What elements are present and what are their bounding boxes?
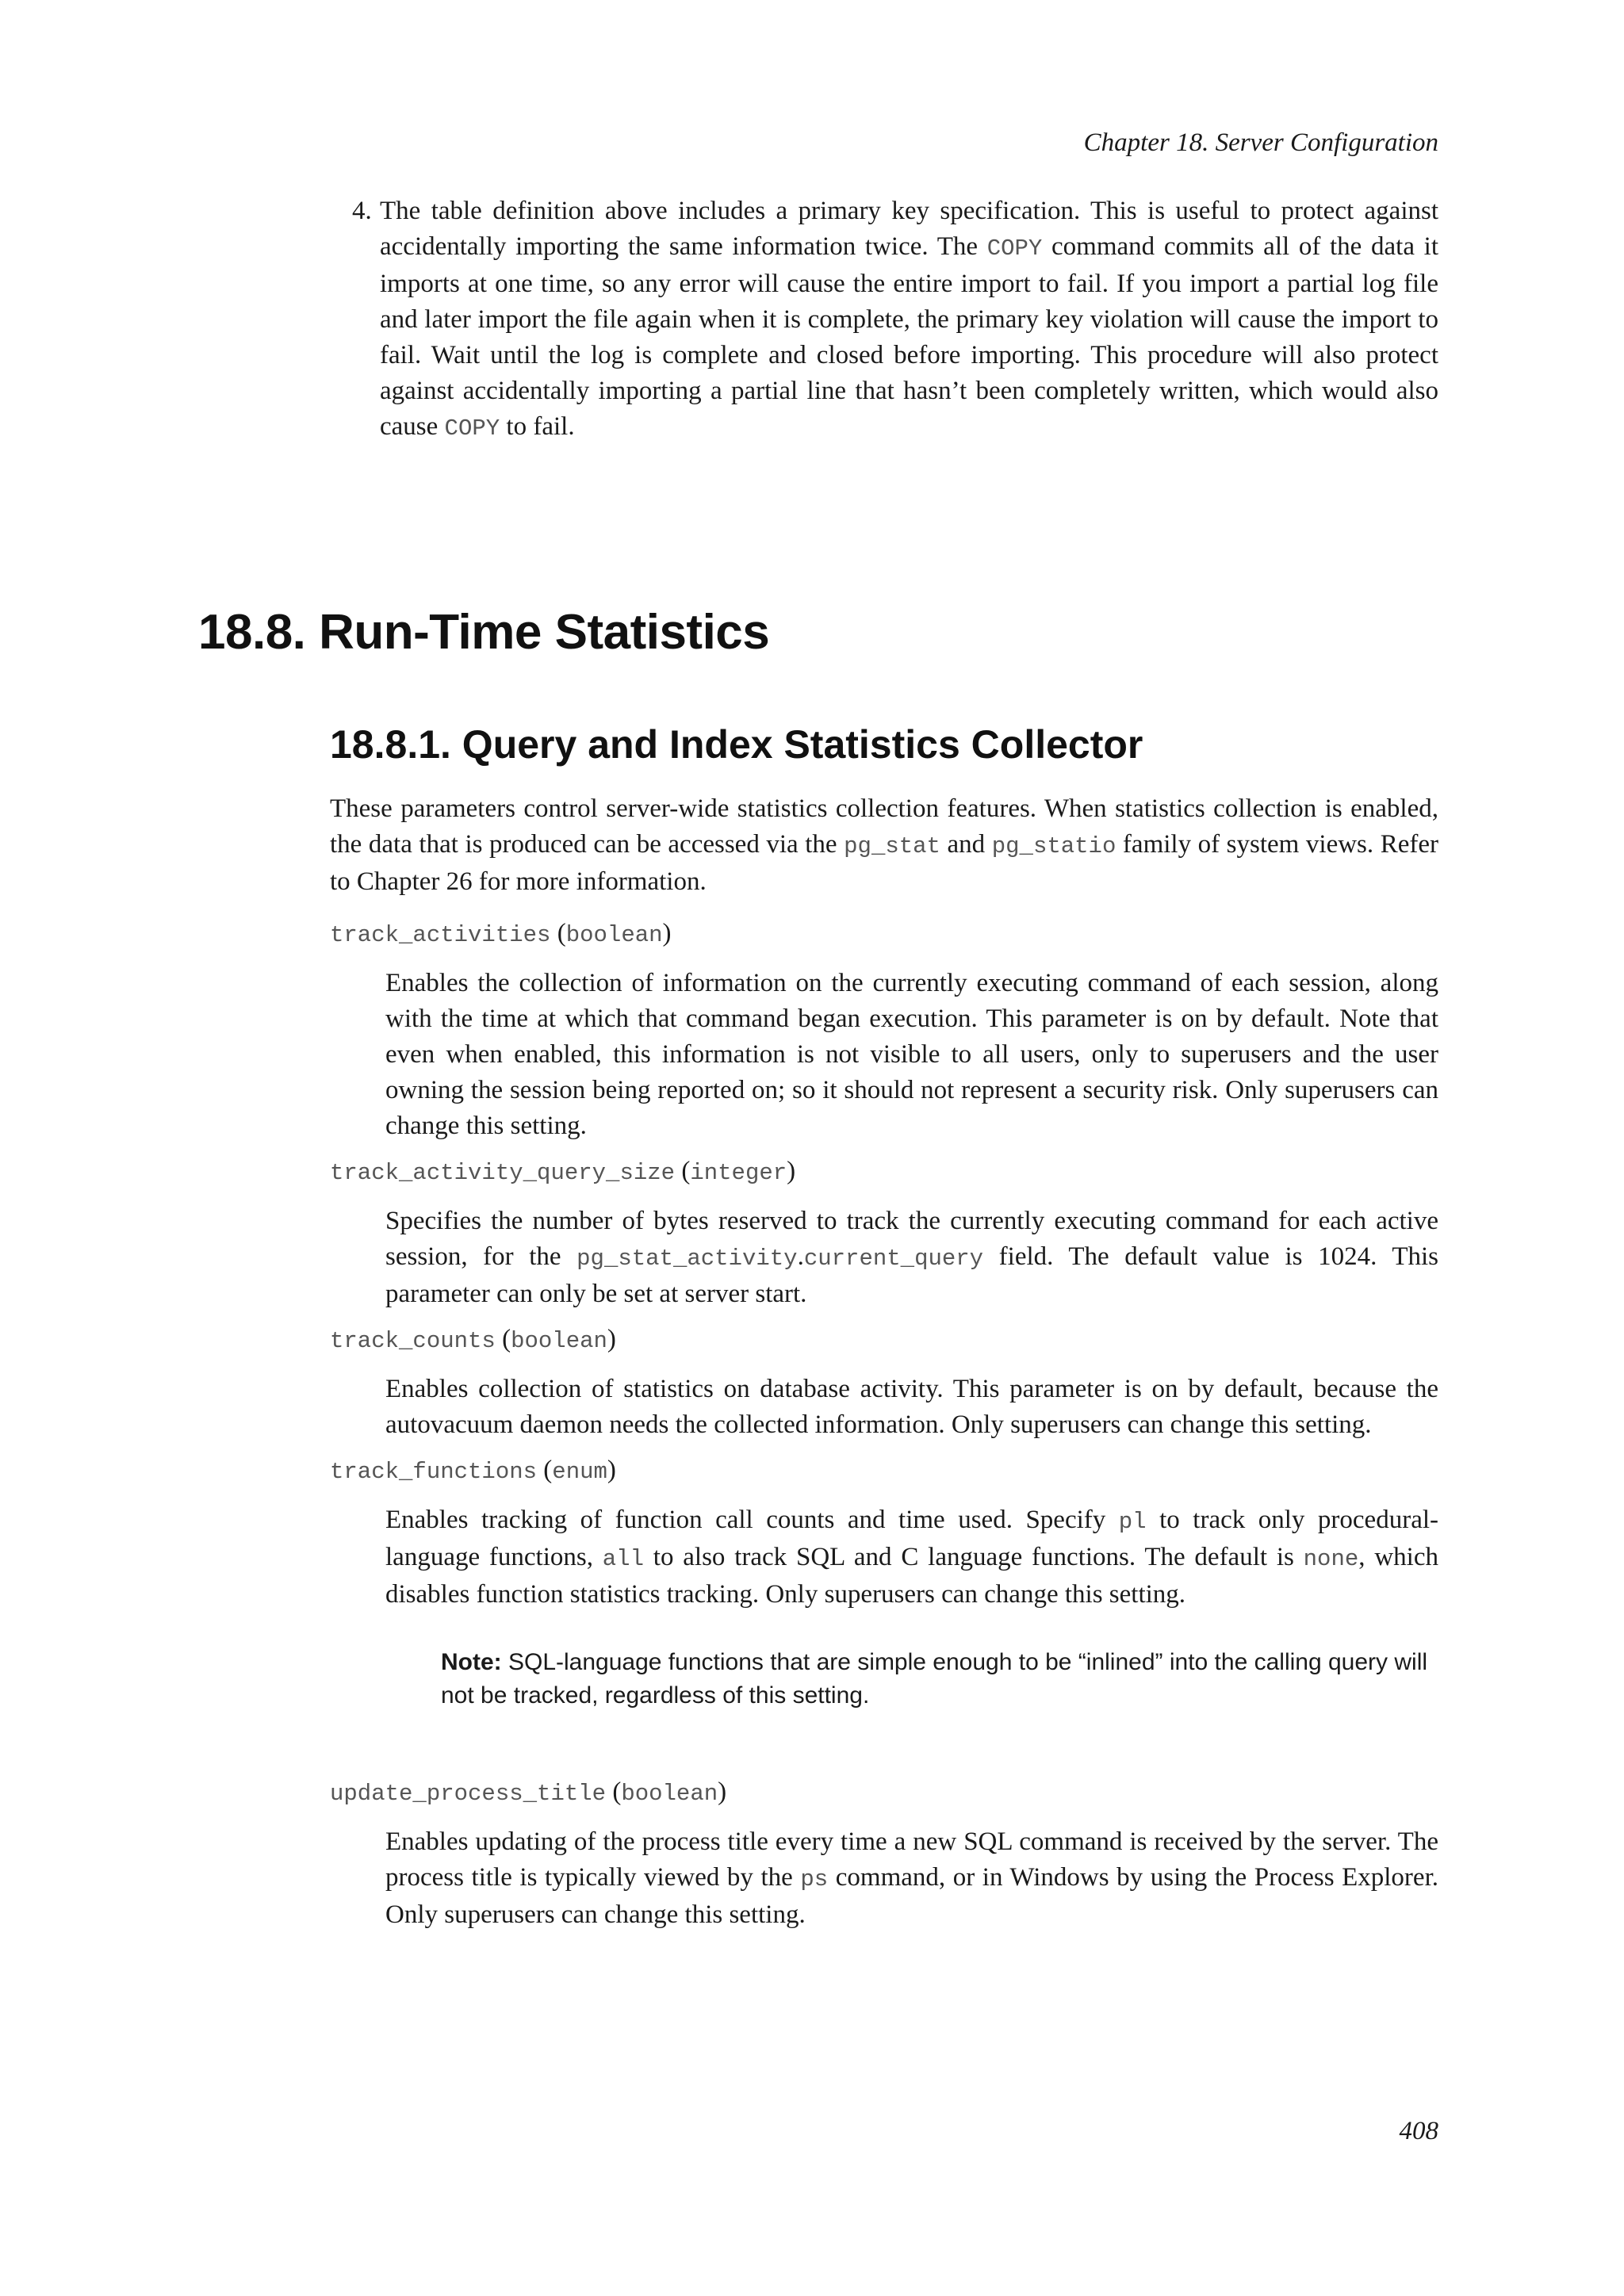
section-title: 18.8. Run-Time Statistics — [198, 605, 770, 660]
desc-text: to track only procedural-language functions, — [385, 1506, 1438, 1571]
intro-text: family of system views. Refer to Chapter 26 for more information. — [330, 830, 1438, 896]
desc-text: . — [797, 1242, 804, 1271]
list-text: to fail. — [500, 412, 575, 441]
param-description — [385, 1203, 1438, 1312]
inline-code: COPY — [444, 415, 500, 442]
inline-code: pl — [1118, 1509, 1147, 1535]
desc-text: Enables tracking of function call counts and time used. Specify — [385, 1506, 1119, 1534]
param-paren: ( — [550, 919, 566, 947]
param-description: Enables collection of statistics on database activity. This parameter is on by default, because the autovacuum daemon needs the collected information. Only superusers can change this setting. — [385, 1375, 1438, 1439]
inline-code: pg_stat_activity — [576, 1246, 798, 1272]
inline-code: none — [1303, 1546, 1359, 1572]
param-term — [330, 1154, 1438, 1191]
note-label: Note: — [441, 1649, 502, 1675]
param-paren: ) — [607, 1456, 616, 1484]
param-description — [385, 1502, 1438, 1613]
param-type: enum — [552, 1459, 607, 1485]
param-paren: ( — [495, 1325, 511, 1353]
param-paren: ( — [675, 1157, 691, 1185]
note-text: SQL-language functions that are simple enough to be “inlined” into the calling query will not be tracked, regardless of this setting. — [441, 1649, 1428, 1709]
param-type: integer — [690, 1160, 787, 1186]
param-term — [330, 1452, 1438, 1490]
desc-text: Specifies the number of bytes reserved to track the currently executing command for each active session, for the — [385, 1207, 1438, 1271]
param-paren: ( — [606, 1777, 622, 1806]
param-paren: ) — [662, 919, 672, 947]
intro-text: and — [940, 830, 992, 859]
numbered-list — [352, 193, 1438, 446]
param-paren: ) — [787, 1157, 796, 1185]
param-type: boolean — [565, 922, 663, 948]
param-type: boolean — [511, 1328, 607, 1354]
inline-code: COPY — [986, 235, 1043, 262]
page-number: 408 — [1399, 2117, 1438, 2145]
list-item — [352, 193, 1438, 446]
desc-text: command, or in Windows by using the Process Explorer. Only superusers can change this setting. — [385, 1863, 1438, 1929]
param-description — [385, 1824, 1438, 1933]
param-description: Enables the collection of information on the currently executing command of each session, along with the time at which that command began execution. This parameter is on by default. Note that even when enabled, this information is not visible to all users, only to superusers and the user owning the session being reported on; so it should not represent a security risk. Only superusers can change this setting. — [385, 969, 1438, 1140]
list-text: The table definition above includes a primary key specification. This is useful to protect against accidentally importing the same information twice. The — [380, 197, 1438, 261]
param-term — [330, 1774, 1438, 1812]
inline-code: ps — [800, 1866, 829, 1892]
running-header: Chapter 18. Server Configuration — [1083, 128, 1438, 157]
param-name: track_counts — [330, 1328, 496, 1354]
param-paren: ) — [607, 1325, 616, 1353]
param-name: update_process_title — [330, 1781, 607, 1807]
param-term — [330, 1322, 1438, 1359]
list-number: 4. — [352, 197, 372, 225]
param-type: boolean — [621, 1781, 718, 1807]
desc-text: field. The default value is 1024. This parameter can only be set at server start. — [385, 1242, 1438, 1308]
inline-code: pg_stat — [844, 833, 940, 859]
inline-code: all — [602, 1546, 644, 1572]
desc-text: , which disables function statistics tracking. Only superusers can change this setting. — [385, 1543, 1438, 1609]
inline-code: pg_statio — [991, 833, 1116, 859]
intro-paragraph — [330, 791, 1438, 900]
param-name: track_functions — [330, 1459, 538, 1485]
desc-text: Enables updating of the process title every time a new SQL command is received by the server. The process title is typically viewed by the — [385, 1827, 1438, 1892]
param-paren: ) — [718, 1777, 727, 1806]
main-content — [330, 791, 1438, 1933]
param-paren: ( — [537, 1456, 553, 1484]
note-box — [441, 1646, 1438, 1712]
inline-code: current_query — [803, 1246, 984, 1272]
param-term — [330, 916, 1438, 953]
param-name: track_activities — [330, 922, 551, 948]
subsection-title: 18.8.1. Query and Index Statistics Collector — [330, 722, 1143, 767]
desc-text: to also track SQL and C language functions. The default is — [644, 1543, 1304, 1571]
param-name: track_activity_query_size — [330, 1160, 676, 1186]
list-text: command commits all of the data it imports at one time, so any error will cause the entire import to fail. If you import a partial log file and later import the file again when it is complete, the primary key violation will cause the import to fail. Wait until the log is complete and closed before importing. This procedure will also protect against accidentally importing a partial line that hasn’t been completely written, which would also cause — [380, 232, 1438, 441]
intro-text: These parameters control server-wide statistics collection features. When statistics collection is enabled, the data that is produced can be accessed via the — [330, 794, 1438, 859]
